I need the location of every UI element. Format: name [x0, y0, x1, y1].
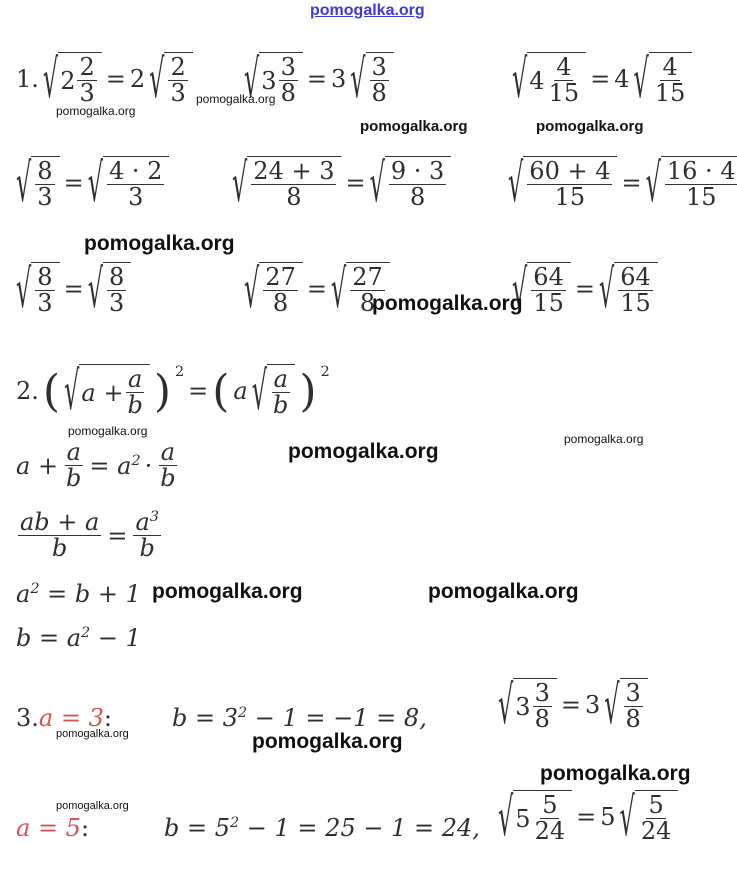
case-label: a = 3 — [38, 704, 104, 732]
equals: = — [621, 169, 642, 198]
equals: = — [105, 65, 126, 94]
radical: √ 27 8 — [244, 262, 303, 316]
fraction: 3 8 — [371, 53, 387, 108]
paren-close: ) — [153, 365, 171, 417]
radical: √ 8 3 — [88, 262, 132, 316]
radical: √ 8 3 — [16, 262, 60, 316]
fraction: $\frac{a}{b}$ — [66, 438, 82, 493]
coefficient: 2 — [129, 65, 146, 94]
radical: √ 5 5 24 — [498, 790, 572, 844]
fraction: 3 8 — [534, 679, 550, 734]
fraction: 3 8 — [625, 679, 641, 734]
problem-2-number: 2. — [16, 377, 39, 406]
radical: √ 3 3 8 — [244, 52, 303, 106]
p3-case1-b: $b = 3^2 - 1 = -1 = 8$, — [172, 704, 427, 732]
fraction: 5 24 — [640, 791, 672, 846]
p2-line2: a + $\frac{a}{b}$ = $a^2$ · a b — [16, 438, 176, 493]
watermark: pomogalka.org — [56, 728, 129, 740]
radical: √ 3 8 — [604, 678, 648, 732]
watermark: pomogalka.org — [196, 92, 276, 106]
watermark: pomogalka.org — [360, 118, 468, 135]
top-watermark[interactable]: pomogalka.org — [310, 2, 425, 19]
radical: √ 24 + 3 8 — [232, 156, 341, 210]
problem-3-number: 3. — [16, 704, 39, 732]
fraction: 16 · 4 15 — [666, 157, 736, 212]
p3-case2-label: a = 5: — [16, 814, 90, 842]
radical: √ 27 8 — [331, 262, 390, 316]
p2-line3: $\frac{ab + a}{b}$ = $\frac{a^3}{b}$ — [20, 508, 159, 563]
radical: √ 64 15 — [599, 262, 658, 316]
radical: √ a b — [252, 364, 296, 418]
equals: = — [306, 65, 327, 94]
p3-case2-b: $b = 5^2 - 1 = 25 - 1 = 24$, — [164, 814, 480, 842]
p3-case2-radical: √ 5 5 24 = 5 √ 5 24 — [498, 790, 678, 844]
fraction: 64 15 — [620, 263, 651, 318]
p1-row3-c — [512, 259, 658, 321]
watermark: pomogalka.org — [68, 424, 148, 438]
p2-line4: $a^2 = b + 1$ — [16, 580, 141, 608]
paren-open: ( — [212, 365, 230, 417]
radical: √ 60 + 4 15 — [508, 156, 617, 210]
radical: √ 5 24 — [620, 790, 679, 844]
mixed-whole: 2 — [60, 66, 76, 95]
radical: √ 4 · 2 3 — [88, 156, 170, 210]
p2-line1 — [16, 361, 330, 423]
radical: √ 8 3 — [16, 156, 60, 210]
fraction: 60 + 4 15 — [529, 157, 611, 212]
watermark: pomogalka.org — [84, 232, 235, 255]
p1-row2-b — [232, 153, 451, 215]
equals: = — [63, 169, 84, 198]
fraction: 27 8 — [352, 263, 383, 318]
radical: √ 4 15 — [634, 52, 693, 106]
fraction: 8 3 — [108, 263, 125, 318]
radical: √ 9 · 3 8 — [370, 156, 452, 210]
watermark: pomogalka.org — [536, 118, 644, 135]
p1-row2-a — [16, 153, 169, 215]
radical: √ 4 4 15 — [512, 52, 586, 106]
radical: √ 2 2 3 — [43, 52, 102, 106]
fraction: 27 8 — [265, 263, 296, 318]
equals: = — [574, 275, 595, 304]
exponent: 2 — [174, 364, 185, 380]
fraction: 64 15 — [533, 263, 564, 318]
p1-row3-a — [16, 259, 131, 321]
paren-open: ( — [42, 365, 61, 417]
fraction: 9 · 3 8 — [390, 157, 445, 212]
p1-row1-c — [512, 49, 692, 111]
radical: √ a + $\frac{a}{b}$ — [64, 364, 150, 418]
watermark: pomogalka.org — [540, 762, 691, 785]
watermark: pomogalka.org — [252, 730, 403, 753]
coefficient: 4 — [614, 65, 630, 94]
fraction: 8 3 — [37, 263, 53, 318]
watermark: pomogalka.org — [152, 580, 303, 603]
fraction: 2 3 — [170, 53, 186, 108]
mixed-whole: 3 — [261, 66, 277, 95]
equals: = — [345, 169, 366, 198]
fraction: 8 3 — [37, 157, 53, 212]
watermark: pomogalka.org — [372, 292, 523, 315]
watermark: pomogalka.org — [56, 800, 129, 812]
variable: a — [233, 377, 248, 406]
p1-row2-c — [508, 153, 737, 215]
paren-close: ) — [299, 365, 317, 417]
fraction: $\frac{ab + a}{b}$ — [20, 508, 100, 563]
radical: √ 3 8 — [350, 52, 394, 106]
fraction: 24 + 3 8 — [253, 157, 335, 212]
fraction: $\frac{a^3}{b}$ — [135, 508, 159, 563]
fraction: $\frac{a}{b}$ — [127, 365, 143, 420]
radical: √ 2 3 — [149, 52, 193, 106]
watermark: pomogalka.org — [56, 104, 136, 118]
watermark: pomogalka.org — [564, 432, 644, 446]
fraction: a b — [273, 365, 289, 420]
p1-row3-b — [244, 259, 390, 321]
fraction: 4 · 2 3 — [108, 157, 163, 212]
mixed-whole: 4 — [529, 66, 545, 95]
radical: √ 3 3 8 — [498, 678, 557, 732]
radical: √ 64 15 — [512, 262, 571, 316]
coefficient: 3 — [330, 65, 347, 94]
fraction: 5 24 — [534, 791, 566, 846]
fraction: 3 8 — [280, 53, 296, 108]
equals: = — [306, 275, 327, 304]
radical: √ 16 · 4 15 — [646, 156, 737, 210]
equals: = — [188, 377, 209, 406]
p3-case1-radical: √ 3 3 8 = 3 √ 3 8 — [498, 678, 648, 732]
fraction: 4 15 — [654, 53, 686, 108]
problem-1-number: 1. — [16, 65, 39, 94]
exponent: 2 — [320, 364, 330, 380]
case-label: a = 5 — [16, 814, 81, 842]
fraction: 2 3 — [79, 53, 95, 108]
fraction: a b — [160, 438, 176, 493]
p2-line5: $b = a^2 - 1$ — [16, 624, 141, 652]
watermark: pomogalka.org — [428, 580, 579, 603]
equals: = — [590, 65, 611, 94]
watermark: pomogalka.org — [288, 440, 439, 463]
p3-case1-label: 3.a = 3: — [16, 704, 112, 732]
equals: = — [63, 275, 84, 304]
fraction: 4 15 — [548, 53, 580, 108]
